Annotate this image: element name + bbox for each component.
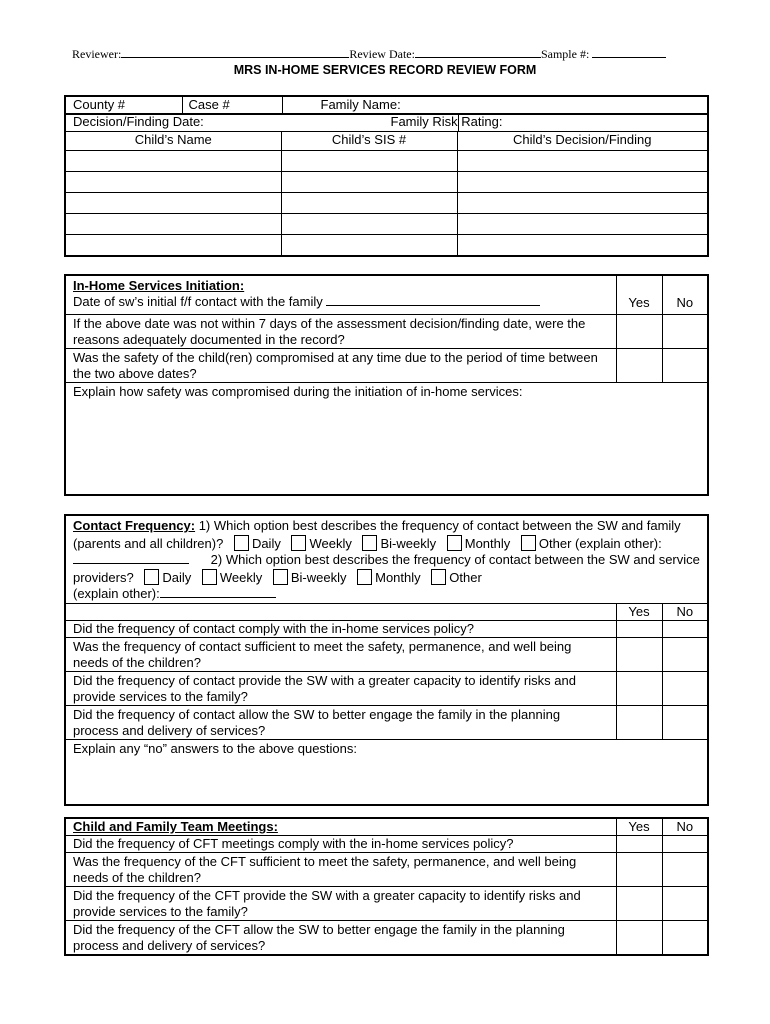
contact-explain-field[interactable] [65, 739, 708, 805]
decision-date-label: Decision/Finding Date: [73, 114, 204, 129]
reviewer-field[interactable] [121, 57, 349, 58]
sw-providers-biweekly-checkbox[interactable] [273, 569, 288, 585]
form-title: MRS IN-HOME SERVICES RECORD REVIEW FORM [233, 63, 537, 77]
contact-q4-yes-box[interactable] [616, 705, 662, 739]
child-decision-cell[interactable] [457, 151, 708, 172]
review-date-label: Review Date: [349, 47, 415, 61]
initiation-q2: Was the safety of the child(ren) compromised at any time due to the period of time between the two above dates? [65, 348, 616, 382]
contact-q2: Was the frequency of contact sufficient to meet the safety, permanence, and well being needs of the children? [65, 637, 616, 671]
child-name-cell[interactable] [65, 151, 281, 172]
child-name-cell[interactable] [65, 214, 281, 235]
option-other-label: Other [449, 569, 482, 585]
contact-q2-no-box[interactable] [662, 637, 708, 671]
sample-label: Sample #: [540, 47, 590, 61]
initiation-explain-label: Explain how safety was compromised during the initiation of in-home services: [73, 383, 523, 399]
cft-heading-cell [65, 818, 616, 836]
children-table [64, 131, 709, 257]
sw-providers-daily-checkbox[interactable] [144, 569, 159, 585]
child-sis-cell[interactable] [281, 151, 457, 172]
contact-q4-no-box[interactable] [662, 705, 708, 739]
reviewer-label: Reviewer: [72, 47, 122, 61]
no-label: No [676, 819, 694, 834]
contact-explain-label: Explain any “no” answers to the above questions: [73, 740, 358, 756]
yes-label: Yes [628, 294, 650, 310]
initiation-q1: If the above date was not within 7 days of the assessment decision/finding date, were the reasons adequately documented in the record? [65, 314, 616, 348]
option-daily-label: Daily [162, 569, 192, 585]
child-sis-cell[interactable] [281, 214, 457, 235]
case-info-table [64, 95, 709, 115]
contact-heading: Contact Frequency: [73, 518, 196, 533]
cft-q3-yes-box[interactable] [616, 887, 662, 921]
yes-label: Yes [628, 819, 650, 834]
initial-contact-label: Date of sw’s initial f/f contact with the family [73, 294, 323, 309]
county-field[interactable] [65, 96, 182, 114]
explain-other-label: (explain other): [73, 586, 160, 602]
cft-no-header [662, 818, 708, 836]
contact-no-header [662, 603, 708, 620]
cft-q4-no-box[interactable] [662, 921, 708, 956]
cft-q3: Did the frequency of the CFT provide the SW with a greater capacity to identify risks and provide services to the family? [65, 887, 616, 921]
sw-family-monthly-checkbox[interactable] [447, 535, 462, 551]
child-name-header: Child’s Name [65, 132, 281, 151]
no-label: No [676, 603, 694, 619]
child-sis-header: Child’s SIS # [281, 132, 457, 151]
child-name-cell[interactable] [65, 235, 281, 256]
family-name-field[interactable] [282, 96, 708, 114]
sw-family-explain-other-field[interactable] [73, 563, 189, 564]
sw-providers-monthly-checkbox[interactable] [357, 569, 372, 585]
initiation-heading: In-Home Services Initiation: [73, 278, 245, 293]
option-daily-label: Daily [251, 535, 281, 551]
child-decision-cell[interactable] [457, 214, 708, 235]
initiation-yes-header [616, 275, 662, 314]
risk-rating-label: Family Risk Rating: [390, 114, 503, 129]
contact-q4: Did the frequency of contact allow the SW to better engage the family in the planning process and delivery of services? [65, 705, 616, 739]
case-field[interactable] [182, 96, 282, 114]
initiation-q2-no-box[interactable] [662, 348, 708, 382]
risk-rating-field[interactable] [390, 114, 708, 132]
child-sis-cell[interactable] [281, 235, 457, 256]
child-name-cell[interactable] [65, 193, 281, 214]
cft-q1-no-box[interactable] [662, 836, 708, 853]
no-label: No [676, 294, 694, 310]
cft-q4: Did the frequency of the CFT allow the SW to better engage the family in the planning process and delivery of services? [65, 921, 616, 956]
contact-q3-no-box[interactable] [662, 671, 708, 705]
cft-q4-yes-box[interactable] [616, 921, 662, 956]
option-biweekly-label: Bi-weekly [290, 569, 347, 585]
contact-q1-no-box[interactable] [662, 620, 708, 637]
option-monthly-label: Monthly [375, 569, 421, 585]
cft-q2-no-box[interactable] [662, 853, 708, 887]
cft-section [64, 817, 709, 956]
explain-other-label: (explain other): [575, 535, 662, 551]
child-decision-header: Child’s Decision/Finding [457, 132, 708, 151]
cft-q1-yes-box[interactable] [616, 836, 662, 853]
contact-q1-yes-box[interactable] [616, 620, 662, 637]
initiation-q1-no-box[interactable] [662, 314, 708, 348]
cft-q1: Did the frequency of CFT meetings comply with the in-home services policy? [65, 836, 616, 853]
child-decision-cell[interactable] [457, 193, 708, 214]
option-biweekly-label: Bi-weekly [380, 535, 437, 551]
option-weekly-label: Weekly [309, 535, 352, 551]
contact-q3: Did the frequency of contact provide the SW with a greater capacity to identify risks and provide services to the family? [65, 671, 616, 705]
contact-yes-header [616, 603, 662, 620]
yes-label: Yes [628, 603, 650, 619]
contact-frequency-section [64, 514, 709, 806]
contact-intro-2: 2) Which option best describes the frequency of contact between the SW and service providers? [73, 552, 700, 585]
case-label: Case # [188, 97, 230, 112]
sw-providers-other-checkbox[interactable] [431, 569, 446, 585]
child-sis-cell[interactable] [281, 193, 457, 214]
review-date-field[interactable] [415, 57, 541, 58]
county-label: County # [73, 97, 126, 112]
initiation-no-header [662, 275, 708, 314]
family-name-label: Family Name: [320, 97, 401, 112]
contact-intro-cell [65, 515, 708, 603]
sw-providers-explain-other-field[interactable] [160, 597, 276, 598]
initial-contact-date-field[interactable] [326, 305, 540, 306]
case-info-table-2 [64, 113, 709, 132]
option-monthly-label: Monthly [464, 535, 511, 551]
initiation-explain-field[interactable] [65, 382, 708, 495]
initiation-q2-yes-box[interactable] [616, 348, 662, 382]
child-decision-cell[interactable] [457, 172, 708, 193]
reviewer-header-line [72, 47, 666, 62]
sw-providers-weekly-checkbox[interactable] [202, 569, 217, 585]
cft-heading: Child and Family Team Meetings: [73, 819, 278, 834]
child-decision-cell[interactable] [457, 235, 708, 256]
option-other-label: Other [538, 535, 572, 551]
contact-q2-yes-box[interactable] [616, 637, 662, 671]
contact-q1: Did the frequency of contact comply with the in-home services policy? [65, 620, 616, 637]
sw-family-biweekly-checkbox[interactable] [362, 535, 377, 551]
cft-yes-header [616, 818, 662, 836]
cft-q3-no-box[interactable] [662, 887, 708, 921]
sw-family-weekly-checkbox[interactable] [291, 535, 306, 551]
cft-q2-yes-box[interactable] [616, 853, 662, 887]
contact-header-spacer [65, 603, 616, 620]
sw-family-daily-checkbox[interactable] [234, 535, 249, 551]
child-name-cell[interactable] [65, 172, 281, 193]
initiation-section [64, 274, 709, 496]
initiation-heading-cell [65, 275, 616, 314]
child-sis-cell[interactable] [281, 172, 457, 193]
cft-q2: Was the frequency of the CFT sufficient to meet the safety, permanence, and well being needs of the children? [65, 853, 616, 887]
contact-q3-yes-box[interactable] [616, 671, 662, 705]
initiation-q1-yes-box[interactable] [616, 314, 662, 348]
contact-intro-1: 1) Which option best describes the frequency of contact between the SW and family (parents and all children)? [73, 518, 681, 551]
sample-field[interactable] [592, 57, 666, 58]
option-weekly-label: Weekly [219, 569, 263, 585]
sw-family-other-checkbox[interactable] [521, 535, 536, 551]
